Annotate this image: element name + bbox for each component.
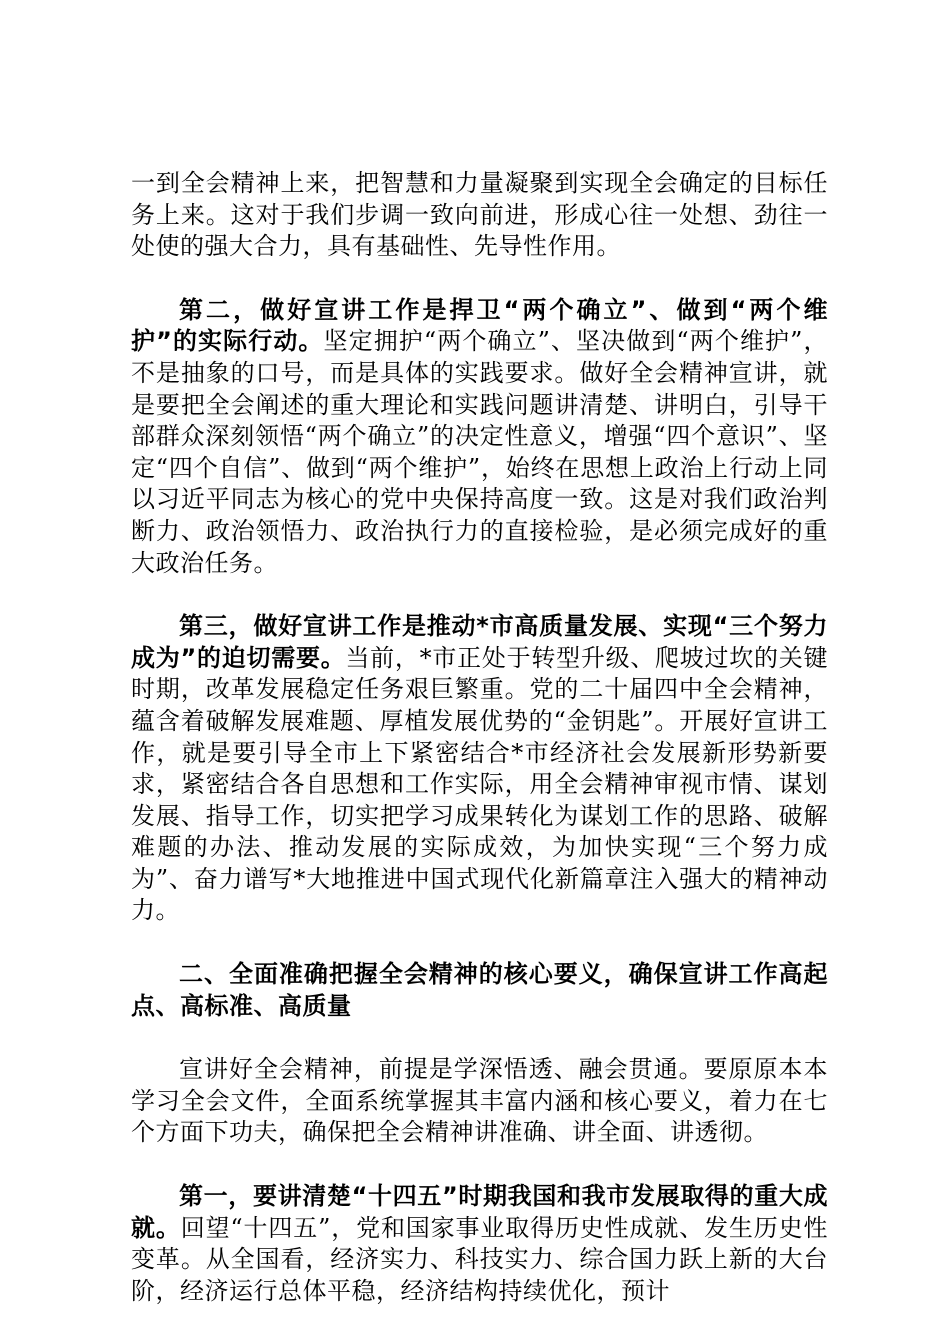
paragraph-6-lead: 第一，要讲清楚“十四五”时期我国和我市发展取得的重大成就。 bbox=[131, 1182, 828, 1242]
paragraph-2-lead: 第二，做好宣讲工作是捍卫“两个确立”、做到“两个维护”的实际行动。 bbox=[131, 295, 828, 356]
section-heading bbox=[131, 959, 828, 1022]
paragraph-1 bbox=[131, 168, 828, 263]
paragraph-6-text: 回望“十四五”，党和国家事业取得历史性成就、发生历史性变革。从全国看，经济实力、科技实力、综合国力跃上新的大台阶，经济运行总体平稳，经济结构持续优化，预计 bbox=[131, 1213, 828, 1305]
paragraph-3 bbox=[131, 611, 828, 927]
paragraph-2 bbox=[131, 295, 828, 579]
paragraph-3-text: 当前，*市正处于转型升级、爬坡过坎的关键时期，改革发展稳定任务艰巨繁重。党的二十届四中全会精神，蕴含着破解发展难题、厚植发展优势的“金钥匙”。开展好宣讲工作，就是要引导全市上下紧密结合*市经济社会发展新形势新要求，紧密结合各自思想和工作实际，用全会精神审视市情、谋划发展、指导工作，切实把学习成果转化为谋划工作的思路、破解难题的办法、推动发展的实际成效，为加快实现“三个努力成为”、奋力谱写*大地推进中国式现代化新篇章注入强大的精神动力。 bbox=[131, 643, 828, 925]
paragraph-5 bbox=[131, 1054, 828, 1149]
paragraph-5-text: 宣讲好全会精神，前提是学深悟透、融会贯通。要原原本本学习全会文件，全面系统掌握其丰富内涵和核心要义，着力在七个方面下功夫，确保把全会精神讲准确、讲全面、讲透彻。 bbox=[131, 1055, 828, 1147]
paragraph-6 bbox=[131, 1181, 828, 1307]
paragraph-2-text: 坚定拥护“两个确立”、坚决做到“两个维护”，不是抽象的口号，而是具体的实践要求。做好全会精神宣讲，就是要把全会阐述的重大理论和实践问题讲清楚、讲明白，引导干部群众深刻领悟“两个确立”的决定性意义，增强“四个意识”、坚定“四个自信”、做到“两个维护”，始终在思想上政治上行动上同以习近平同志为核心的党中央保持高度一致。这是对我们政治判断力、政治领悟力、政治执行力的直接检验，是必须完成好的重大政治任务。 bbox=[131, 327, 829, 577]
document-page bbox=[131, 168, 828, 1339]
paragraph-1-text: 一到全会精神上来，把智慧和力量凝聚到实现全会确定的目标任务上来。这对于我们步调一致向前进，形成心往一处想、劲往一处使的强大合力，具有基础性、先导性作用。 bbox=[131, 169, 828, 261]
section-heading-text: 二、全面准确把握全会精神的核心要义，确保宣讲工作高起点、高标准、高质量 bbox=[131, 960, 828, 1020]
paragraph-3-lead: 第三，做好宣讲工作是推动*市高质量发展、实现“三个努力成为”的迫切需要。 bbox=[131, 612, 828, 672]
